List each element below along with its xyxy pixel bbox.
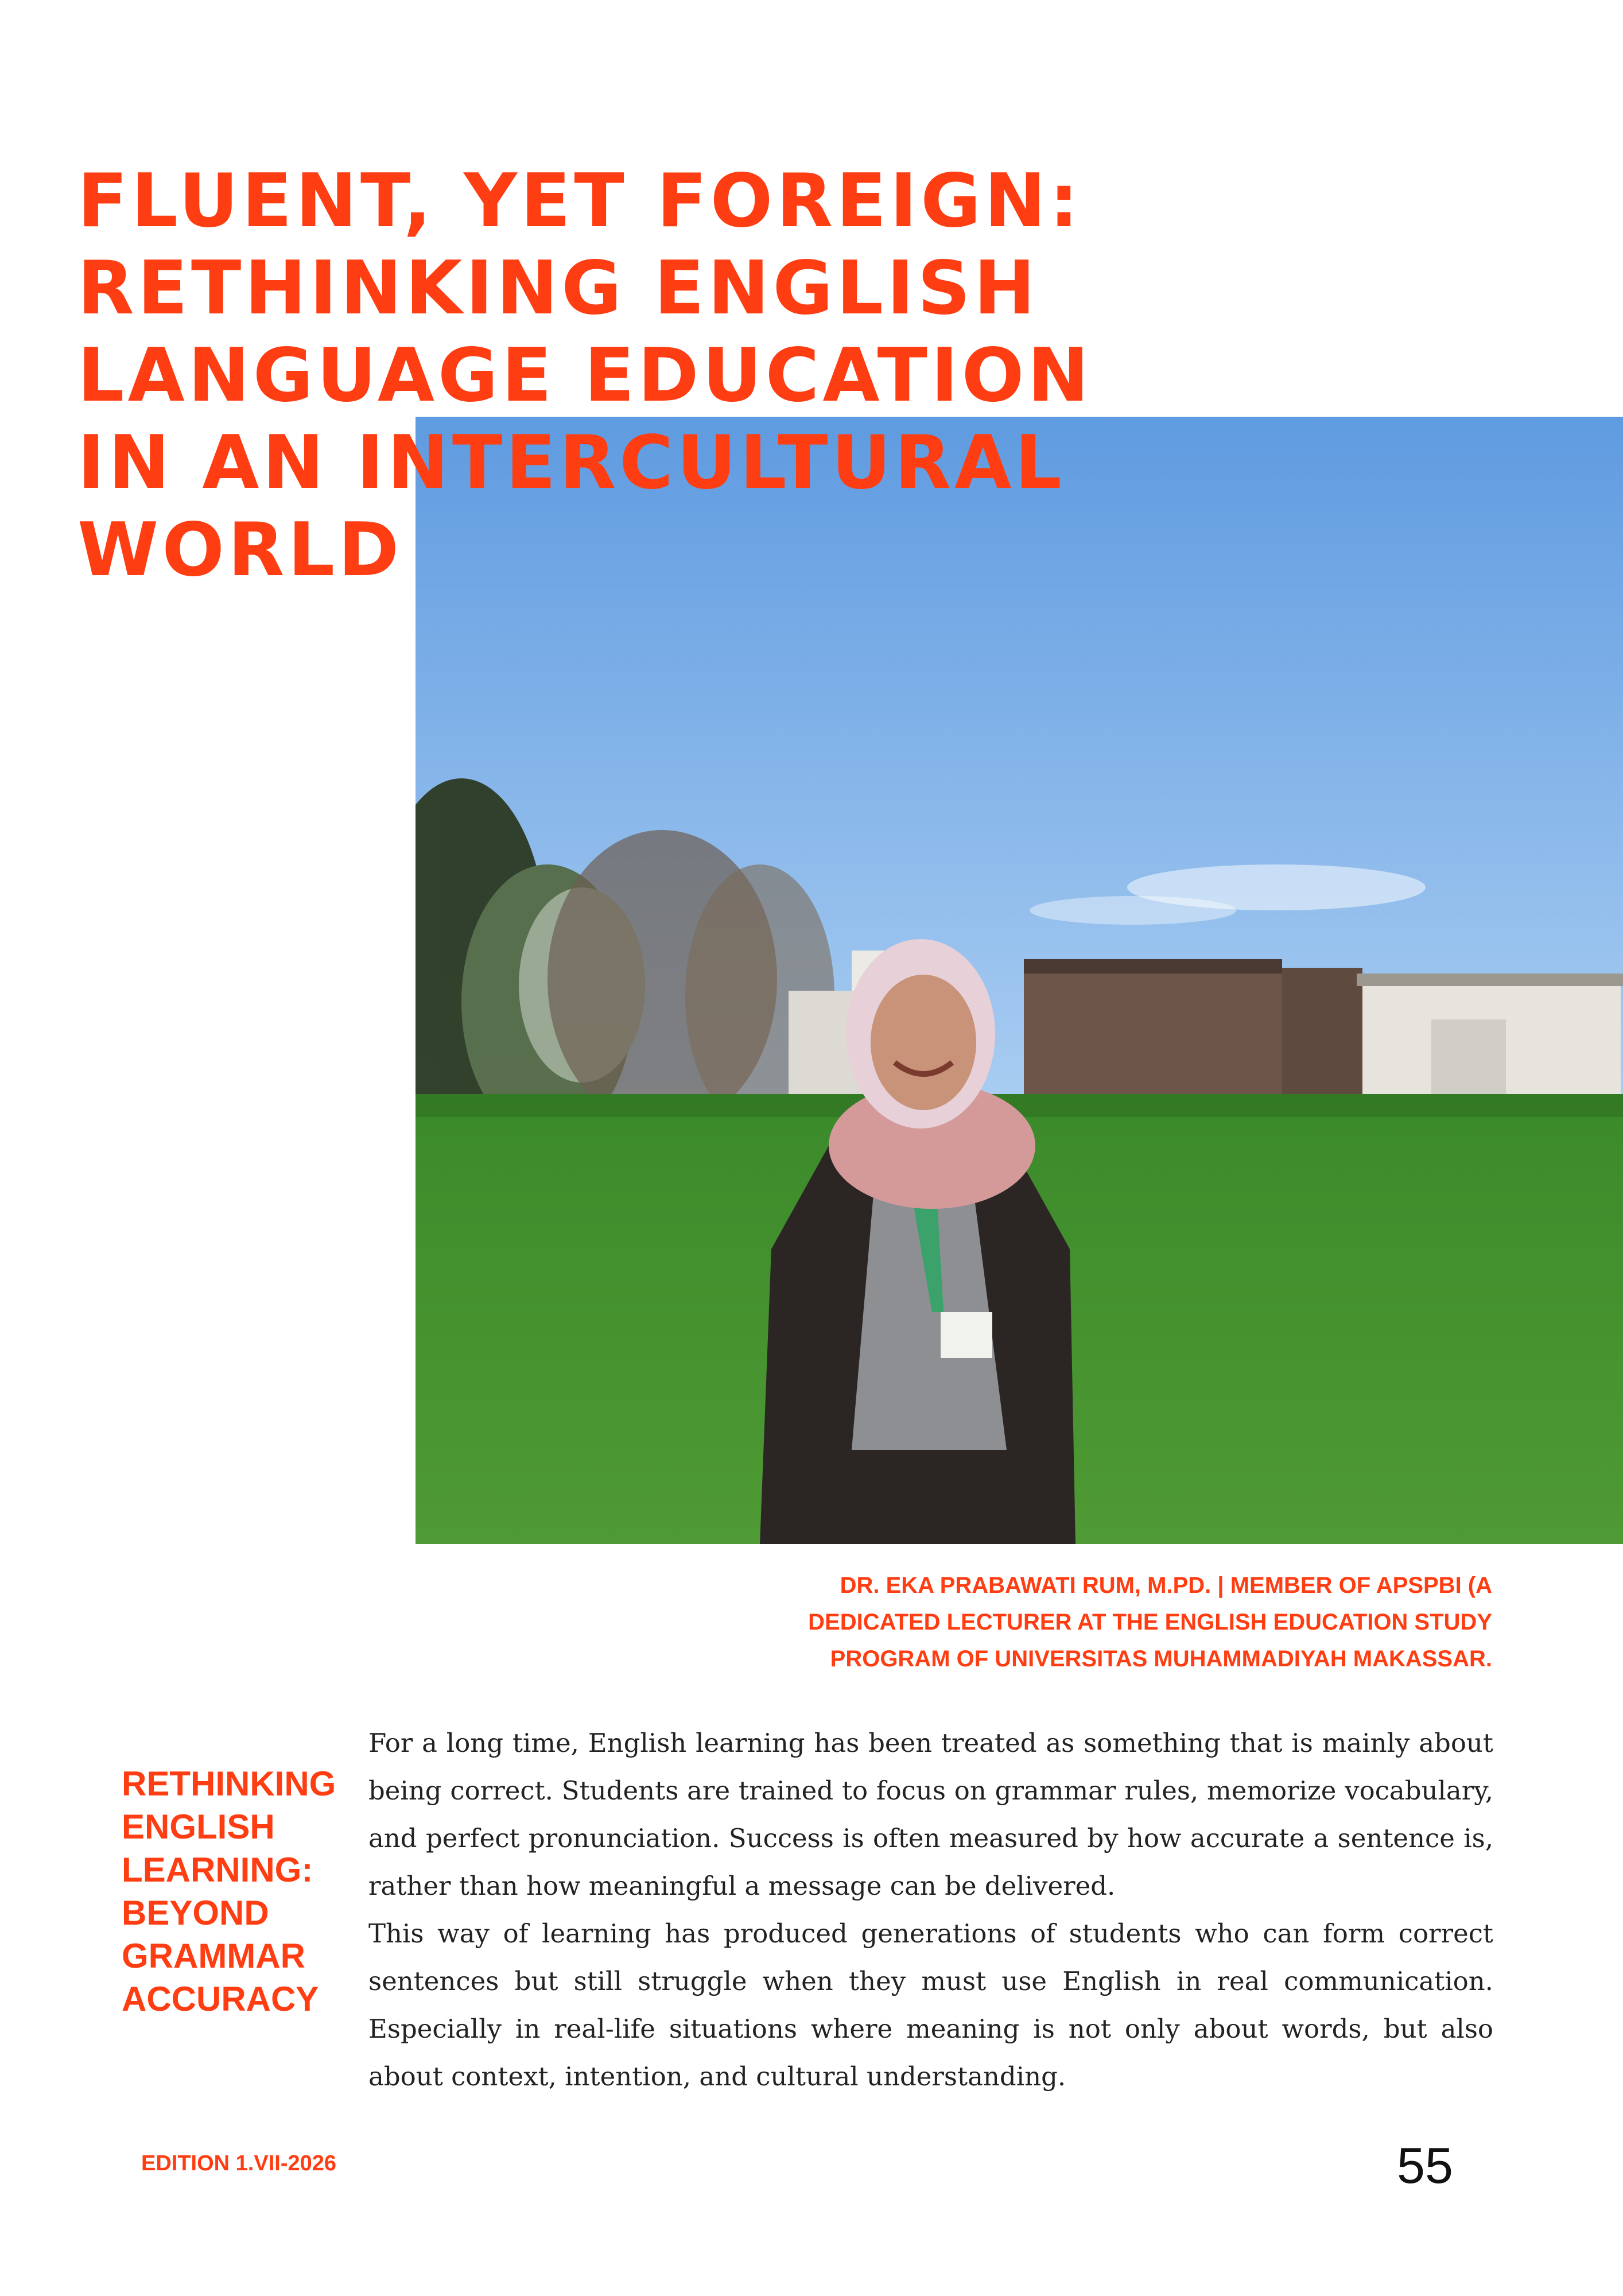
title-line: LANGUAGE EDUCATION bbox=[77, 333, 1093, 418]
heading-line: ACCURACY bbox=[122, 1980, 319, 2018]
paragraph: This way of learning has produced generations of students who can form correct sentences but still struggle when they must use English in real communication. Especially in real-life situations where meaning is not only about words, but also about context, intention, and cultural understanding. bbox=[368, 1918, 1493, 2092]
cloud bbox=[1030, 896, 1236, 925]
edition-label: EDITION 1.VII-2026 bbox=[141, 2151, 337, 2175]
page-number: 55 bbox=[1397, 2137, 1453, 2194]
photo-caption bbox=[746, 1567, 1492, 1677]
paragraph: For a long time, English learning has been treated as something that is mainly about being correct. Students are trained to focus on grammar rules, memorize vocabulary, and perfect pronunciation. Success is often measured by how accurate a sentence is, rather than how meaningful a message can be delivered. bbox=[368, 1728, 1493, 1901]
title-line: IN AN INTERCULTURAL bbox=[77, 420, 1065, 506]
heading-line: BEYOND bbox=[122, 1894, 269, 1932]
article-title bbox=[77, 158, 1397, 594]
heading-line: LEARNING: bbox=[122, 1851, 313, 1889]
heading-line: GRAMMAR bbox=[122, 1937, 305, 1975]
title-line: WORLD bbox=[77, 507, 403, 593]
caption-line: DEDICATED LECTURER AT THE ENGLISH EDUCATION STUDY bbox=[808, 1609, 1492, 1635]
title-line: RETHINKING ENGLISH bbox=[77, 246, 1039, 331]
caption-line: DR. EKA PRABAWATI RUM, M.PD. | MEMBER OF APSPBI (A bbox=[840, 1573, 1492, 1598]
heading-line: ENGLISH bbox=[122, 1808, 275, 1846]
article-body bbox=[368, 1719, 1493, 2100]
caption-line: PROGRAM OF UNIVERSITAS MUHAMMADIYAH MAKASSAR. bbox=[830, 1646, 1492, 1671]
title-line: FLUENT, YET FOREIGN: bbox=[77, 158, 1082, 244]
section-heading bbox=[122, 1762, 340, 2020]
heading-line: RETHINKING bbox=[122, 1764, 336, 1803]
